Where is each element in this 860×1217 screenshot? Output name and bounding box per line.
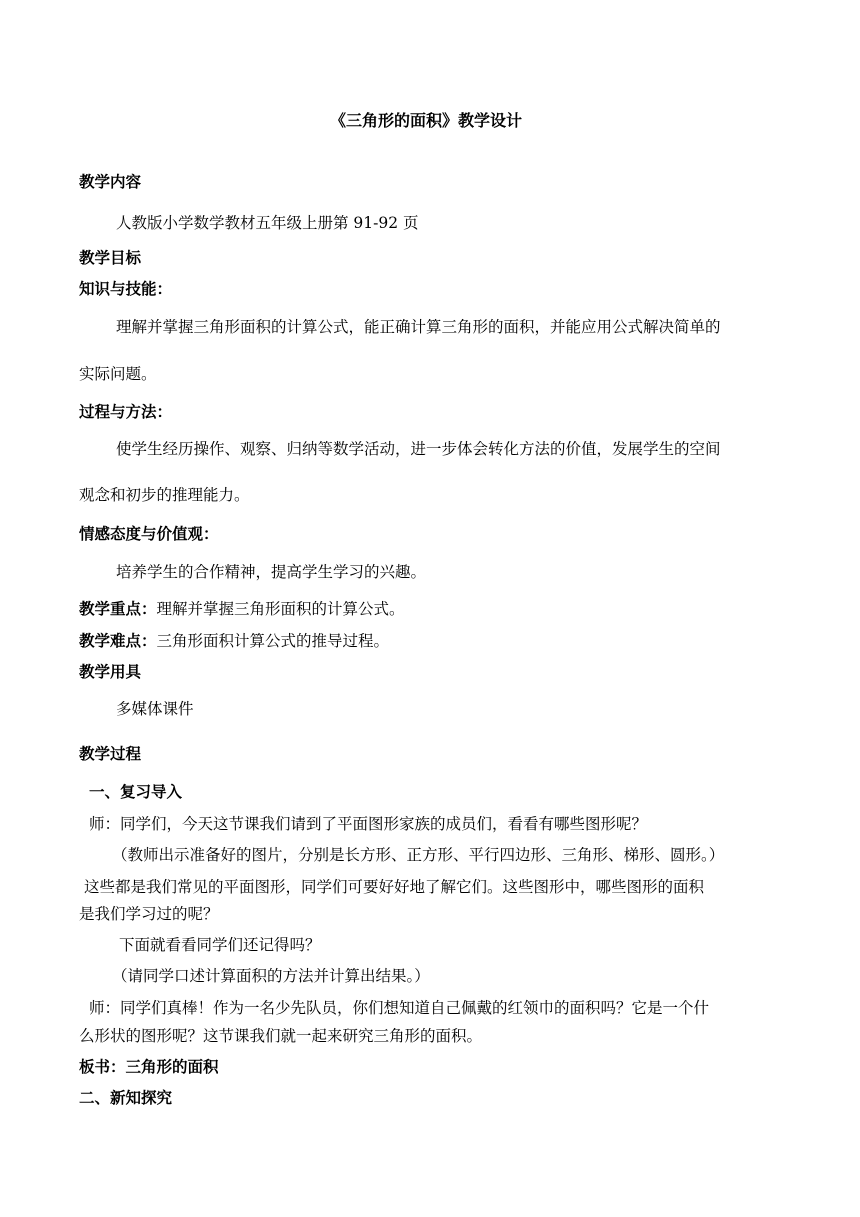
section-1-line: （请同学口述计算面积的方法并计算出结果。） [112,967,430,985]
page-title: 《三角形的面积》教学设计 [330,111,523,130]
difficulty-text: 三角形面积计算公式的推导过程。 [156,632,390,650]
attitude-heading: 情感态度与价值观： [79,525,219,543]
process-method-line-1: 使学生经历操作、观察、归纳等数学活动，进一步体会转化方法的价值，发展学生的空间 [116,440,721,458]
board-title: 板书：三角形的面积 [79,1058,219,1076]
attitude-line-1: 培养学生的合作精神，提高学生学习的兴趣。 [116,563,427,581]
key-point-text: 理解并掌握三角形面积的计算公式。 [156,600,405,618]
objectives-heading: 教学目标 [79,249,142,267]
section-1-line: 师：同学们真棒！作为一名少先队员，你们想知道自己佩戴的红领巾的面积吗？它是一个什 [89,999,710,1017]
section-1-line: 师：同学们，今天这节课我们请到了平面图形家族的成员们，看看有哪些图形呢？ [89,815,648,833]
section-1-line: （教师出示准备好的图片，分别是长方形、正方形、平行四边形、三角形、梯形、圆形。） [112,846,725,864]
process-heading: 教学过程 [79,745,142,763]
content-text: 人教版小学数学教材五年级上册第 91-92 页 [116,214,419,232]
section-1-heading: 一、复习导入 [89,783,183,801]
section-2-heading: 二、新知探究 [79,1089,173,1107]
key-point-label: 教学重点： [79,600,157,618]
process-method-heading: 过程与方法： [79,403,173,421]
content-heading: 教学内容 [79,173,142,191]
difficulty [79,631,389,651]
process-method-line-2: 观念和初步的推理能力。 [79,486,250,504]
knowledge-line-1: 理解并掌握三角形面积的计算公式，能正确计算三角形的面积，并能应用公式解决简单的 [116,318,721,336]
section-1-line: 下面就看看同学们还记得吗？ [119,936,321,954]
tools-heading: 教学用具 [79,663,142,681]
knowledge-heading: 知识与技能： [79,280,173,298]
section-1-line: 这些都是我们常见的平面图形，同学们可要好好地了解它们。这些图形中，哪些图形的面积 [84,878,705,896]
section-1-line: 是我们学习过的呢？ [79,905,219,923]
difficulty-label: 教学难点： [79,632,157,650]
knowledge-line-2: 实际问题。 [79,365,157,383]
key-point [79,599,405,619]
tools-text: 多媒体课件 [116,700,194,718]
section-1-line: 么形状的图形呢？这节课我们就一起来研究三角形的面积。 [79,1027,483,1045]
